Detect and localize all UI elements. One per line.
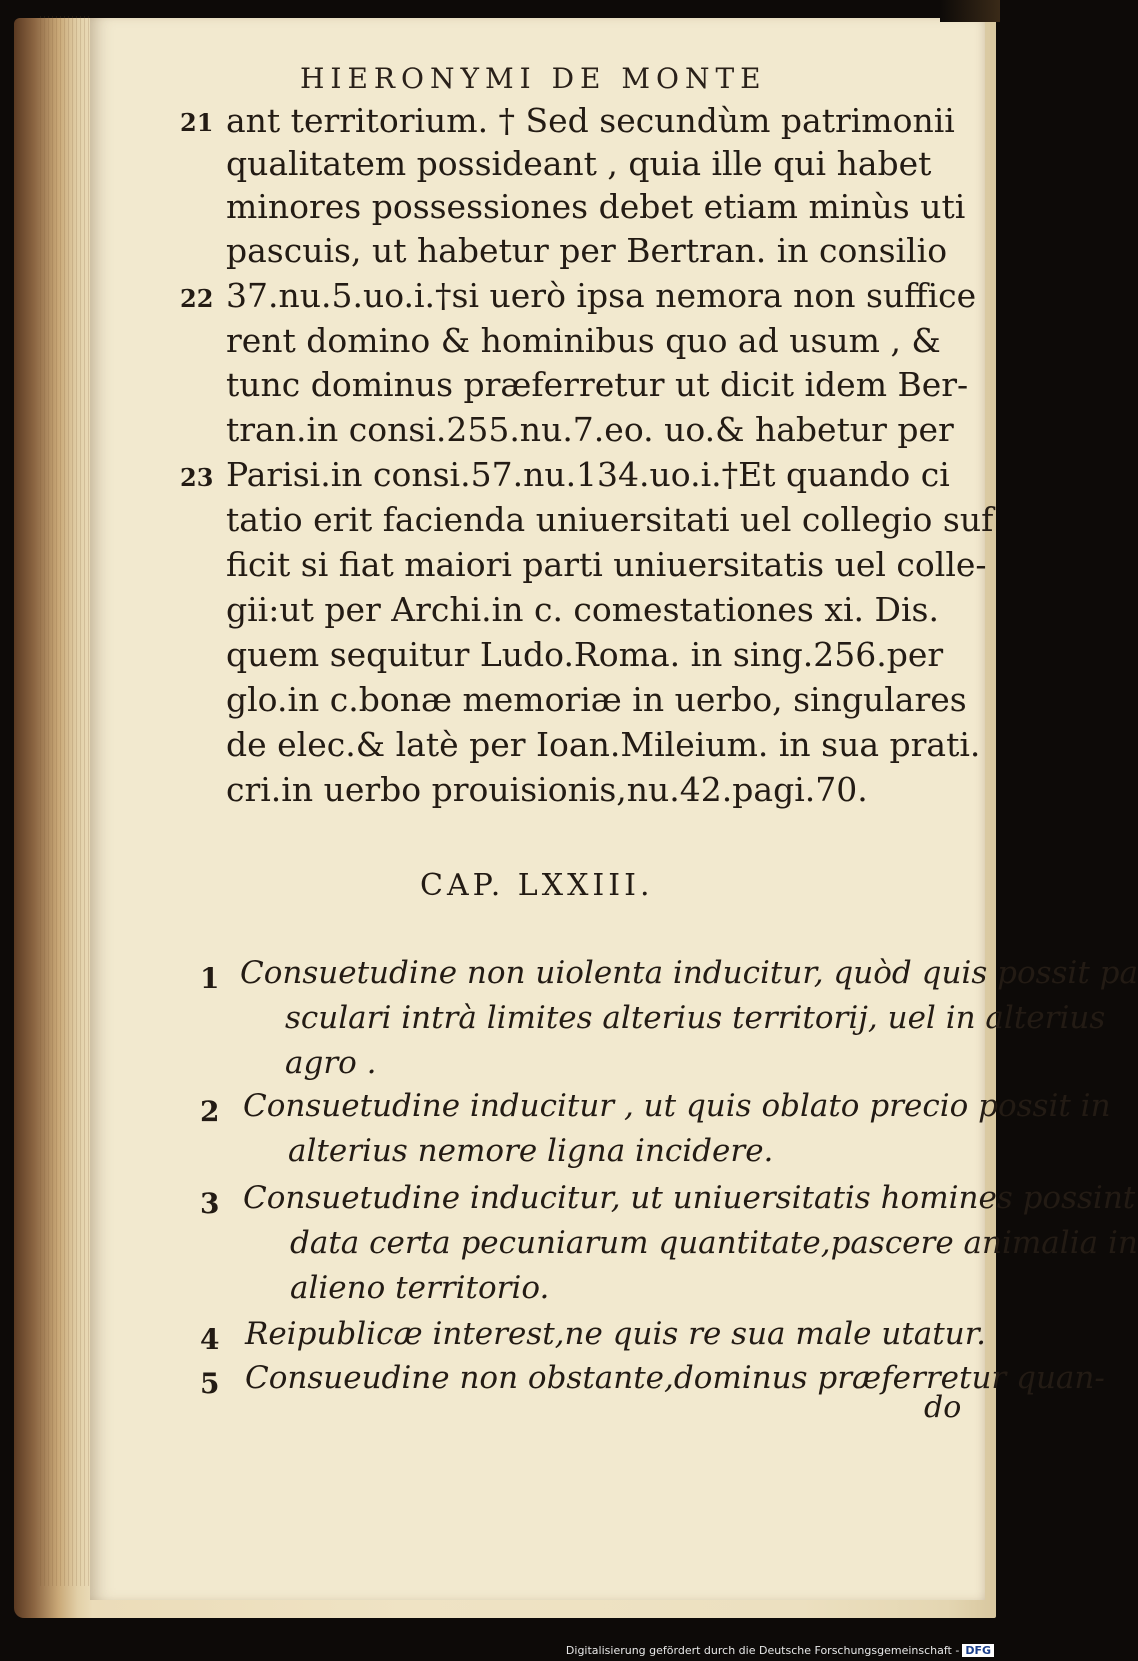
page-edges	[40, 16, 90, 1586]
summary-line: Consuetudine non uiolenta inducitur, quòd quis possit pa	[240, 955, 1138, 991]
catchword: do	[924, 1390, 962, 1425]
text-line: qualitatem possideant , quia ille qui habet	[226, 144, 932, 183]
dfg-logo: DFG	[962, 1644, 994, 1657]
summary-line: Consuetudine inducitur , ut quis oblato precio possit in	[243, 1088, 1111, 1124]
summary-line: alterius nemore ligna incidere.	[288, 1133, 774, 1169]
summary-number: 2	[200, 1095, 220, 1128]
text-line: glo.in c.bonæ memoriæ in uerbo, singulares	[226, 680, 967, 719]
summary-line: agro .	[285, 1045, 377, 1081]
margin-number: 21	[180, 108, 214, 137]
summary-line: sculari intrà limites alterius territorij, uel in alterius	[285, 1000, 1106, 1036]
digitization-credit	[566, 1644, 994, 1657]
text-line: tunc dominus præferretur ut dicit idem Ber-	[226, 365, 969, 404]
summary-number: 5	[200, 1367, 220, 1400]
running-head: HIERONYMI DE MONTE	[300, 62, 767, 95]
text-line: ficit si fiat maiori parti uniuersitatis uel colle-	[226, 545, 987, 584]
text-line: gii:ut per Archi.in c. comestationes xi. Dis.	[226, 590, 939, 629]
background-corner	[940, 0, 1000, 22]
credit-text: Digitalisierung gefördert durch die Deutsche Forschungsgemeinschaft -	[565, 1644, 960, 1657]
summary-number: 4	[200, 1323, 220, 1356]
summary-line: alieno territorio.	[290, 1270, 550, 1306]
text-line: quem sequitur Ludo.Roma. in sing.256.per	[226, 635, 944, 674]
text-line: 37.nu.5.uo.i.†si uerò ipsa nemora non suffice	[226, 276, 977, 315]
text-line: ant territorium. † Sed secundùm patrimonii	[226, 101, 955, 140]
text-line: Parisi.in consi.57.nu.134.uo.i.†Et quando ci	[226, 455, 950, 494]
margin-number: 22	[180, 284, 214, 313]
text-line: de elec.& latè per Ioan.Mileium. in sua prati.	[226, 725, 981, 764]
summary-line: data certa pecuniarum quantitate,pascere animalia in	[290, 1225, 1138, 1261]
summary-line: Consuetudine inducitur, ut uniuersitatis homines possint	[243, 1180, 1136, 1216]
text-line: pascuis, ut habetur per Bertran. in consilio	[226, 231, 948, 270]
text-line: tatio erit facienda uniuersitati uel collegio suf	[226, 500, 994, 539]
margin-number: 23	[180, 463, 214, 492]
text-line: minores possessiones debet etiam minùs uti	[226, 187, 966, 226]
text-line: rent domino & hominibus quo ad usum , &	[226, 321, 941, 360]
summary-number: 1	[200, 962, 220, 995]
text-line: tran.in consi.255.nu.7.eo. uo.& habetur per	[226, 410, 954, 449]
summary-number: 3	[200, 1187, 220, 1220]
text-line: cri.in uerbo prouisionis,nu.42.pagi.70.	[226, 770, 868, 809]
chapter-title: CAP. LXXIII.	[420, 868, 654, 903]
summary-line: Consueudine non obstante,dominus præferretur quan-	[245, 1360, 1105, 1396]
summary-line: Reipublicæ interest,ne quis re sua male utatur.	[245, 1316, 986, 1352]
